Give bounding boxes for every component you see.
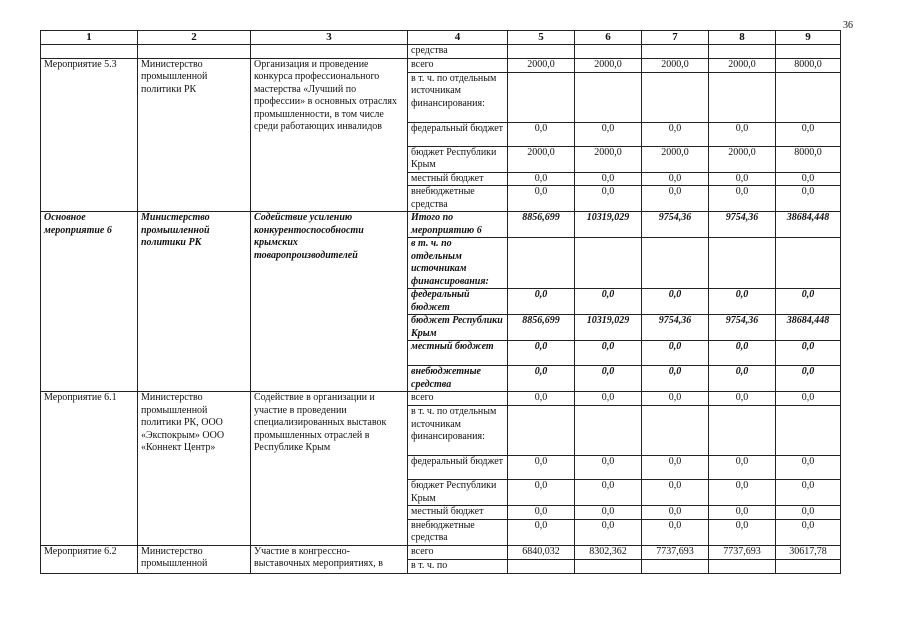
- amount-col-9: 0,0: [776, 392, 841, 406]
- responsible-executor: Министерство промышленной: [138, 545, 251, 573]
- amount-col-9: 0,0: [776, 366, 841, 392]
- funding-source-label: федеральный бюджет: [408, 456, 508, 480]
- activity-name: Мероприятие 6.1: [41, 392, 138, 546]
- amount-col-8: 2000,0: [709, 146, 776, 172]
- amount-col-9: 30617,78: [776, 545, 841, 559]
- amount-col-7: 0,0: [642, 172, 709, 186]
- funding-source-label: местный бюджет: [408, 172, 508, 186]
- amount-col-9: [776, 559, 841, 573]
- amount-col-9: [776, 406, 841, 456]
- amount-col-7: 0,0: [642, 480, 709, 506]
- funding-source-label: в т. ч. по отдельным источникам финансирования:: [408, 406, 508, 456]
- col-header-6: 6: [575, 31, 642, 45]
- amount-col-6: 0,0: [575, 122, 642, 146]
- amount-col-6: 0,0: [575, 366, 642, 392]
- col-header-4: 4: [408, 31, 508, 45]
- activity-name: Мероприятие 5.3: [41, 58, 138, 212]
- amount-col-8: 9754,36: [709, 315, 776, 341]
- amount-col-8: [709, 559, 776, 573]
- col-header-5: 5: [508, 31, 575, 45]
- amount-col-9: 8000,0: [776, 58, 841, 72]
- amount-col-6: [575, 72, 642, 122]
- amount-col-7: 0,0: [642, 392, 709, 406]
- financing-table: [40, 30, 841, 574]
- amount-col-6: 0,0: [575, 480, 642, 506]
- funding-source-label: в т. ч. по отдельным источникам финансирования:: [408, 238, 508, 289]
- amount-col-8: 0,0: [709, 480, 776, 506]
- amount-col-5: 2000,0: [508, 146, 575, 172]
- amount-col-6: 0,0: [575, 519, 642, 545]
- amount-col-9: 38684,448: [776, 315, 841, 341]
- amount-col-5: [508, 559, 575, 573]
- amount-col-9: 0,0: [776, 122, 841, 146]
- amount-col-7: [642, 406, 709, 456]
- amount-col-9: 8000,0: [776, 146, 841, 172]
- amount-col-8: 0,0: [709, 519, 776, 545]
- funding-source-label: всего: [408, 58, 508, 72]
- funding-source-label: внебюджетные средства: [408, 186, 508, 212]
- table-row: [41, 212, 841, 238]
- col-header-9: 9: [776, 31, 841, 45]
- amount-col-9: [776, 238, 841, 289]
- amount-col-5: 6840,032: [508, 545, 575, 559]
- activity-name: Мероприятие 6.2: [41, 545, 138, 573]
- amount-col-9: 38684,448: [776, 212, 841, 238]
- amount-col-7: 0,0: [642, 506, 709, 520]
- amount-col-6: 10319,029: [575, 212, 642, 238]
- funding-source-label: в т. ч. по отдельным источникам финансирования:: [408, 72, 508, 122]
- amount-col-8: 0,0: [709, 392, 776, 406]
- funding-source-label: в т. ч. по: [408, 559, 508, 573]
- amount-col-7: [642, 72, 709, 122]
- amount-col-7: 0,0: [642, 456, 709, 480]
- responsible-executor: Министерство промышленной политики РК, ООО «Экспокрым» ООО «Коннект Центр»: [138, 392, 251, 546]
- amount-col-7: 7737,693: [642, 545, 709, 559]
- amount-col-6: 8302,362: [575, 545, 642, 559]
- funding-source-label: федеральный бюджет: [408, 289, 508, 315]
- amount-col-7: 2000,0: [642, 58, 709, 72]
- funding-source-label: Итого по мероприятию 6: [408, 212, 508, 238]
- amount-col-6: 0,0: [575, 341, 642, 366]
- funding-source-label: бюджет Республики Крым: [408, 315, 508, 341]
- amount-col-5: 0,0: [508, 341, 575, 366]
- col-header-8: 8: [709, 31, 776, 45]
- amount-col-5: 0,0: [508, 122, 575, 146]
- amount-col-8: 2000,0: [709, 58, 776, 72]
- funding-source-label: всего: [408, 545, 508, 559]
- amount-col-5: 0,0: [508, 392, 575, 406]
- amount-col-7: 0,0: [642, 289, 709, 315]
- amount-col-6: [575, 559, 642, 573]
- funding-source-label: федеральный бюджет: [408, 122, 508, 146]
- amount-col-7: [642, 238, 709, 289]
- amount-col-5: 8856,699: [508, 212, 575, 238]
- amount-col-7: [642, 559, 709, 573]
- amount-col-8: 0,0: [709, 172, 776, 186]
- amount-col-9: 0,0: [776, 456, 841, 480]
- amount-col-8: 0,0: [709, 366, 776, 392]
- col-header-3: 3: [251, 31, 408, 45]
- amount-col-6: 0,0: [575, 172, 642, 186]
- amount-col-9: 0,0: [776, 341, 841, 366]
- amount-col-5: 0,0: [508, 366, 575, 392]
- amount-col-9: 0,0: [776, 519, 841, 545]
- amount-col-6: 0,0: [575, 456, 642, 480]
- amount-col-6: 2000,0: [575, 58, 642, 72]
- amount-col-6: 0,0: [575, 186, 642, 212]
- responsible-executor: Министерство промышленной политики РК: [138, 212, 251, 392]
- amount-col-7: 0,0: [642, 519, 709, 545]
- amount-col-9: [776, 72, 841, 122]
- funding-source-label: всего: [408, 392, 508, 406]
- amount-col-5: 0,0: [508, 172, 575, 186]
- amount-col-6: 0,0: [575, 289, 642, 315]
- amount-col-7: 9754,36: [642, 315, 709, 341]
- col-header-2: 2: [138, 31, 251, 45]
- amount-col-5: 0,0: [508, 506, 575, 520]
- amount-col-7: 0,0: [642, 366, 709, 392]
- amount-col-6: 0,0: [575, 392, 642, 406]
- amount-col-8: [709, 72, 776, 122]
- source-label: средства: [408, 45, 508, 59]
- amount-col-9: 0,0: [776, 289, 841, 315]
- amount-col-5: [508, 238, 575, 289]
- funding-source-label: внебюджетные средства: [408, 366, 508, 392]
- table-row: [41, 58, 841, 72]
- funding-source-label: бюджет Республики Крым: [408, 480, 508, 506]
- amount-col-8: [709, 238, 776, 289]
- activity-name: Основное мероприятие 6: [41, 212, 138, 392]
- col-header-7: 7: [642, 31, 709, 45]
- amount-col-6: 0,0: [575, 506, 642, 520]
- funding-source-label: местный бюджет: [408, 341, 508, 366]
- amount-col-7: 0,0: [642, 341, 709, 366]
- amount-col-5: 0,0: [508, 456, 575, 480]
- column-number-row: [41, 31, 841, 45]
- amount-col-5: 2000,0: [508, 58, 575, 72]
- amount-col-6: 10319,029: [575, 315, 642, 341]
- funding-source-label: местный бюджет: [408, 506, 508, 520]
- table-row: [41, 545, 841, 559]
- amount-col-5: [508, 72, 575, 122]
- table-row: [41, 392, 841, 406]
- amount-col-5: 0,0: [508, 186, 575, 212]
- activity-description: Участие в конгрессно-выставочных мероприятиях, в: [251, 545, 408, 573]
- amount-col-8: [709, 406, 776, 456]
- amount-col-5: 0,0: [508, 519, 575, 545]
- responsible-executor: Министерство промышленной политики РК: [138, 58, 251, 212]
- col-header-1: 1: [41, 31, 138, 45]
- amount-col-8: 0,0: [709, 122, 776, 146]
- amount-col-8: 9754,36: [709, 212, 776, 238]
- page-number: 36: [843, 20, 853, 31]
- amount-col-8: 0,0: [709, 289, 776, 315]
- amount-col-5: [508, 406, 575, 456]
- amount-col-6: 2000,0: [575, 146, 642, 172]
- amount-col-9: 0,0: [776, 506, 841, 520]
- amount-col-8: 0,0: [709, 341, 776, 366]
- activity-description: Содействие усилению конкурентоспособности крымских товаропроизводителей: [251, 212, 408, 392]
- amount-col-8: 0,0: [709, 186, 776, 212]
- amount-col-9: 0,0: [776, 186, 841, 212]
- amount-col-5: 8856,699: [508, 315, 575, 341]
- amount-col-5: 0,0: [508, 289, 575, 315]
- amount-col-7: 0,0: [642, 122, 709, 146]
- amount-col-5: 0,0: [508, 480, 575, 506]
- amount-col-8: 0,0: [709, 506, 776, 520]
- amount-col-6: [575, 406, 642, 456]
- amount-col-6: [575, 238, 642, 289]
- amount-col-7: 0,0: [642, 186, 709, 212]
- amount-col-9: 0,0: [776, 172, 841, 186]
- amount-col-7: 2000,0: [642, 146, 709, 172]
- amount-col-8: 0,0: [709, 456, 776, 480]
- funding-source-label: внебюджетные средства: [408, 519, 508, 545]
- amount-col-7: 9754,36: [642, 212, 709, 238]
- funding-source-label: бюджет Республики Крым: [408, 146, 508, 172]
- continuation-row: [41, 45, 841, 59]
- amount-col-9: 0,0: [776, 480, 841, 506]
- amount-col-8: 7737,693: [709, 545, 776, 559]
- activity-description: Содействие в организации и участие в проведении специализированных выставок промышленных отраслей в Республике Крым: [251, 392, 408, 546]
- activity-description: Организация и проведение конкурса профессионального мастерства «Лучший по профессии» в основных отраслях промышленности, в том числе среди работающих инвалидов: [251, 58, 408, 212]
